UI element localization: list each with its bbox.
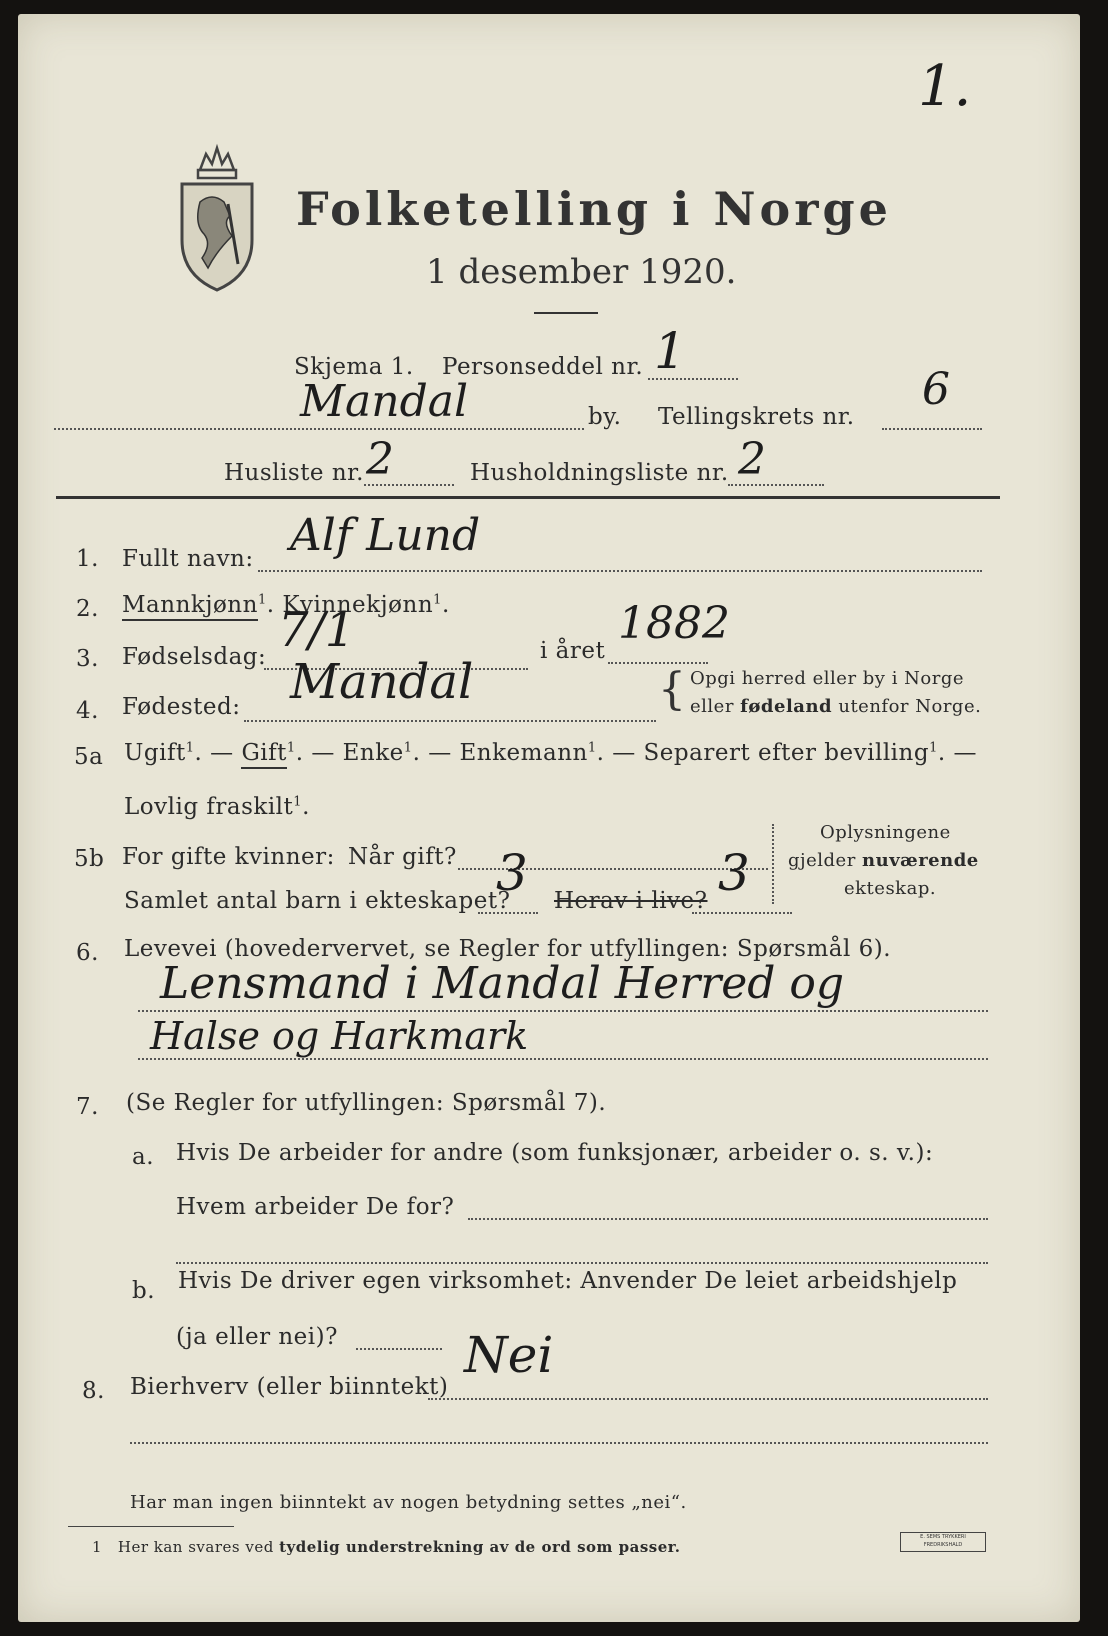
q7a-number: a. [132, 1144, 155, 1170]
birthday-value: 7/1 [278, 602, 356, 658]
q7-label: (Se Regler for utfyllingen: Spørsmål 7). [126, 1090, 607, 1116]
husholdning-label: Husholdningsliste nr. [470, 460, 729, 486]
q4-number: 4. [76, 698, 99, 724]
tellingskrets-line [882, 428, 982, 430]
tellingskrets-value: 6 [922, 364, 950, 415]
q1-line [258, 570, 982, 572]
samlet-value: 3 [496, 844, 528, 902]
q7b-line [356, 1348, 442, 1350]
by-label: by. [588, 404, 622, 430]
footnote: 1 Her kan svares ved tydelig understrekning av de ord som passer. [92, 1538, 681, 1556]
q2-gender: Mannkjønn$^1$. Kvinnekjønn$^1$. [122, 592, 450, 618]
section-divider [56, 496, 1000, 499]
footnote-rule [68, 1526, 234, 1527]
tellingskrets-label: Tellingskrets nr. [658, 404, 855, 430]
by-value: Mandal [300, 376, 469, 427]
samlet-line [478, 912, 538, 914]
q3-number: 3. [76, 646, 99, 672]
q5b-note-line3: ekteskap. [844, 878, 937, 899]
census-form-page [18, 14, 1080, 1622]
samlet-label: Samlet antal barn i ekteskapet? [124, 888, 511, 914]
q6-line1 [138, 1010, 988, 1012]
page-number: 1. [918, 54, 972, 119]
title-rule [534, 312, 598, 314]
q4-line [244, 720, 656, 722]
q1-label: Fullt navn: [122, 546, 254, 572]
skjema-label: Skjema 1. [294, 354, 414, 380]
herav-line [692, 912, 792, 914]
by-line [54, 428, 584, 430]
q6-line2 [138, 1058, 988, 1060]
naar-gift-label: Når gift? [348, 844, 457, 870]
q6-number: 6. [76, 940, 99, 966]
birth-year-value: 1882 [618, 598, 730, 649]
q7b-question: (ja eller nei)? [176, 1324, 338, 1350]
q4-note-line1: Opgi herred eller by i Norge [690, 668, 965, 689]
herav-value: 3 [718, 844, 750, 902]
census-date: 1 desember 1920. [426, 252, 737, 292]
q8-label: Bierhverv (eller biinntekt) [130, 1374, 449, 1400]
q5b-note-line2: gjelder nuværende [788, 850, 979, 871]
form-title: Folketelling i Norge [296, 182, 892, 236]
female-option: Kvinnekjønn [282, 592, 434, 618]
q5b-bracket [772, 824, 774, 904]
q8-line1 [428, 1398, 988, 1400]
q7b-number: b. [132, 1278, 156, 1304]
husliste-value: 2 [366, 434, 394, 485]
personseddel-label: Personseddel nr. [442, 354, 644, 380]
side-income-value: Nei [464, 1326, 554, 1384]
biinntekt-note: Har man ingen biinntekt av nogen betydning settes „nei“. [130, 1492, 687, 1513]
q5a-options: Ugift$^1$. — Gift$^1$. — Enke$^1$. — Enkemann$^1$. — Separert efter bevilling$^1$. — [124, 740, 977, 766]
q7a-text: Hvis De arbeider for andre (som funksjonær, arbeider o. s. v.): [176, 1140, 934, 1166]
q5a-number: 5a [74, 744, 104, 770]
q8-line2 [130, 1442, 988, 1444]
personseddel-value: 1 [654, 322, 686, 380]
q7b-text: Hvis De driver egen virksomhet: Anvender De leiet arbeidshjelp [178, 1268, 958, 1294]
q7a-line2 [176, 1262, 988, 1264]
q2-number: 2. [76, 596, 99, 622]
q3-label: Fødselsdag: [122, 644, 267, 670]
q5b-note-line1: Oplysningene [820, 822, 951, 843]
q8-number: 8. [82, 1378, 105, 1404]
husholdning-value: 2 [738, 434, 766, 485]
q5b-label: For gifte kvinner: [122, 844, 335, 870]
gift-option-underlined: Gift [241, 740, 286, 769]
q1-number: 1. [76, 546, 99, 572]
q7a-question: Hvem arbeider De for? [176, 1194, 455, 1220]
herav-label: Herav i live? [554, 888, 708, 914]
year-label: i året [540, 638, 606, 664]
norway-coat-of-arms-icon [172, 140, 262, 300]
husliste-label: Husliste nr. [224, 460, 364, 486]
male-option: Mannkjønn [122, 592, 258, 621]
birthplace-value: Mandal [290, 654, 474, 710]
q5a-lovlig: Lovlig fraskilt$^1$. [124, 794, 310, 820]
q5b-number: 5b [74, 846, 105, 872]
occupation-line1: Lensmand i Mandal Herred og [160, 958, 845, 1009]
q7a-line1 [468, 1218, 988, 1220]
occupation-line2: Halse og Harkmark [150, 1014, 529, 1058]
q4-brace: { [658, 664, 686, 715]
q7-number: 7. [76, 1094, 99, 1120]
q6-label: Levevei (hovedervervet, se Regler for utfyllingen: Spørsmål 6). [124, 936, 892, 962]
printer-stamp: E. SEMS TRYKKERI FREDRIKSHALD [900, 1532, 986, 1552]
q1-full-name: Alf Lund [290, 510, 481, 561]
q4-label: Fødested: [122, 694, 241, 720]
q4-note-line2: eller fødeland utenfor Norge. [690, 696, 982, 717]
